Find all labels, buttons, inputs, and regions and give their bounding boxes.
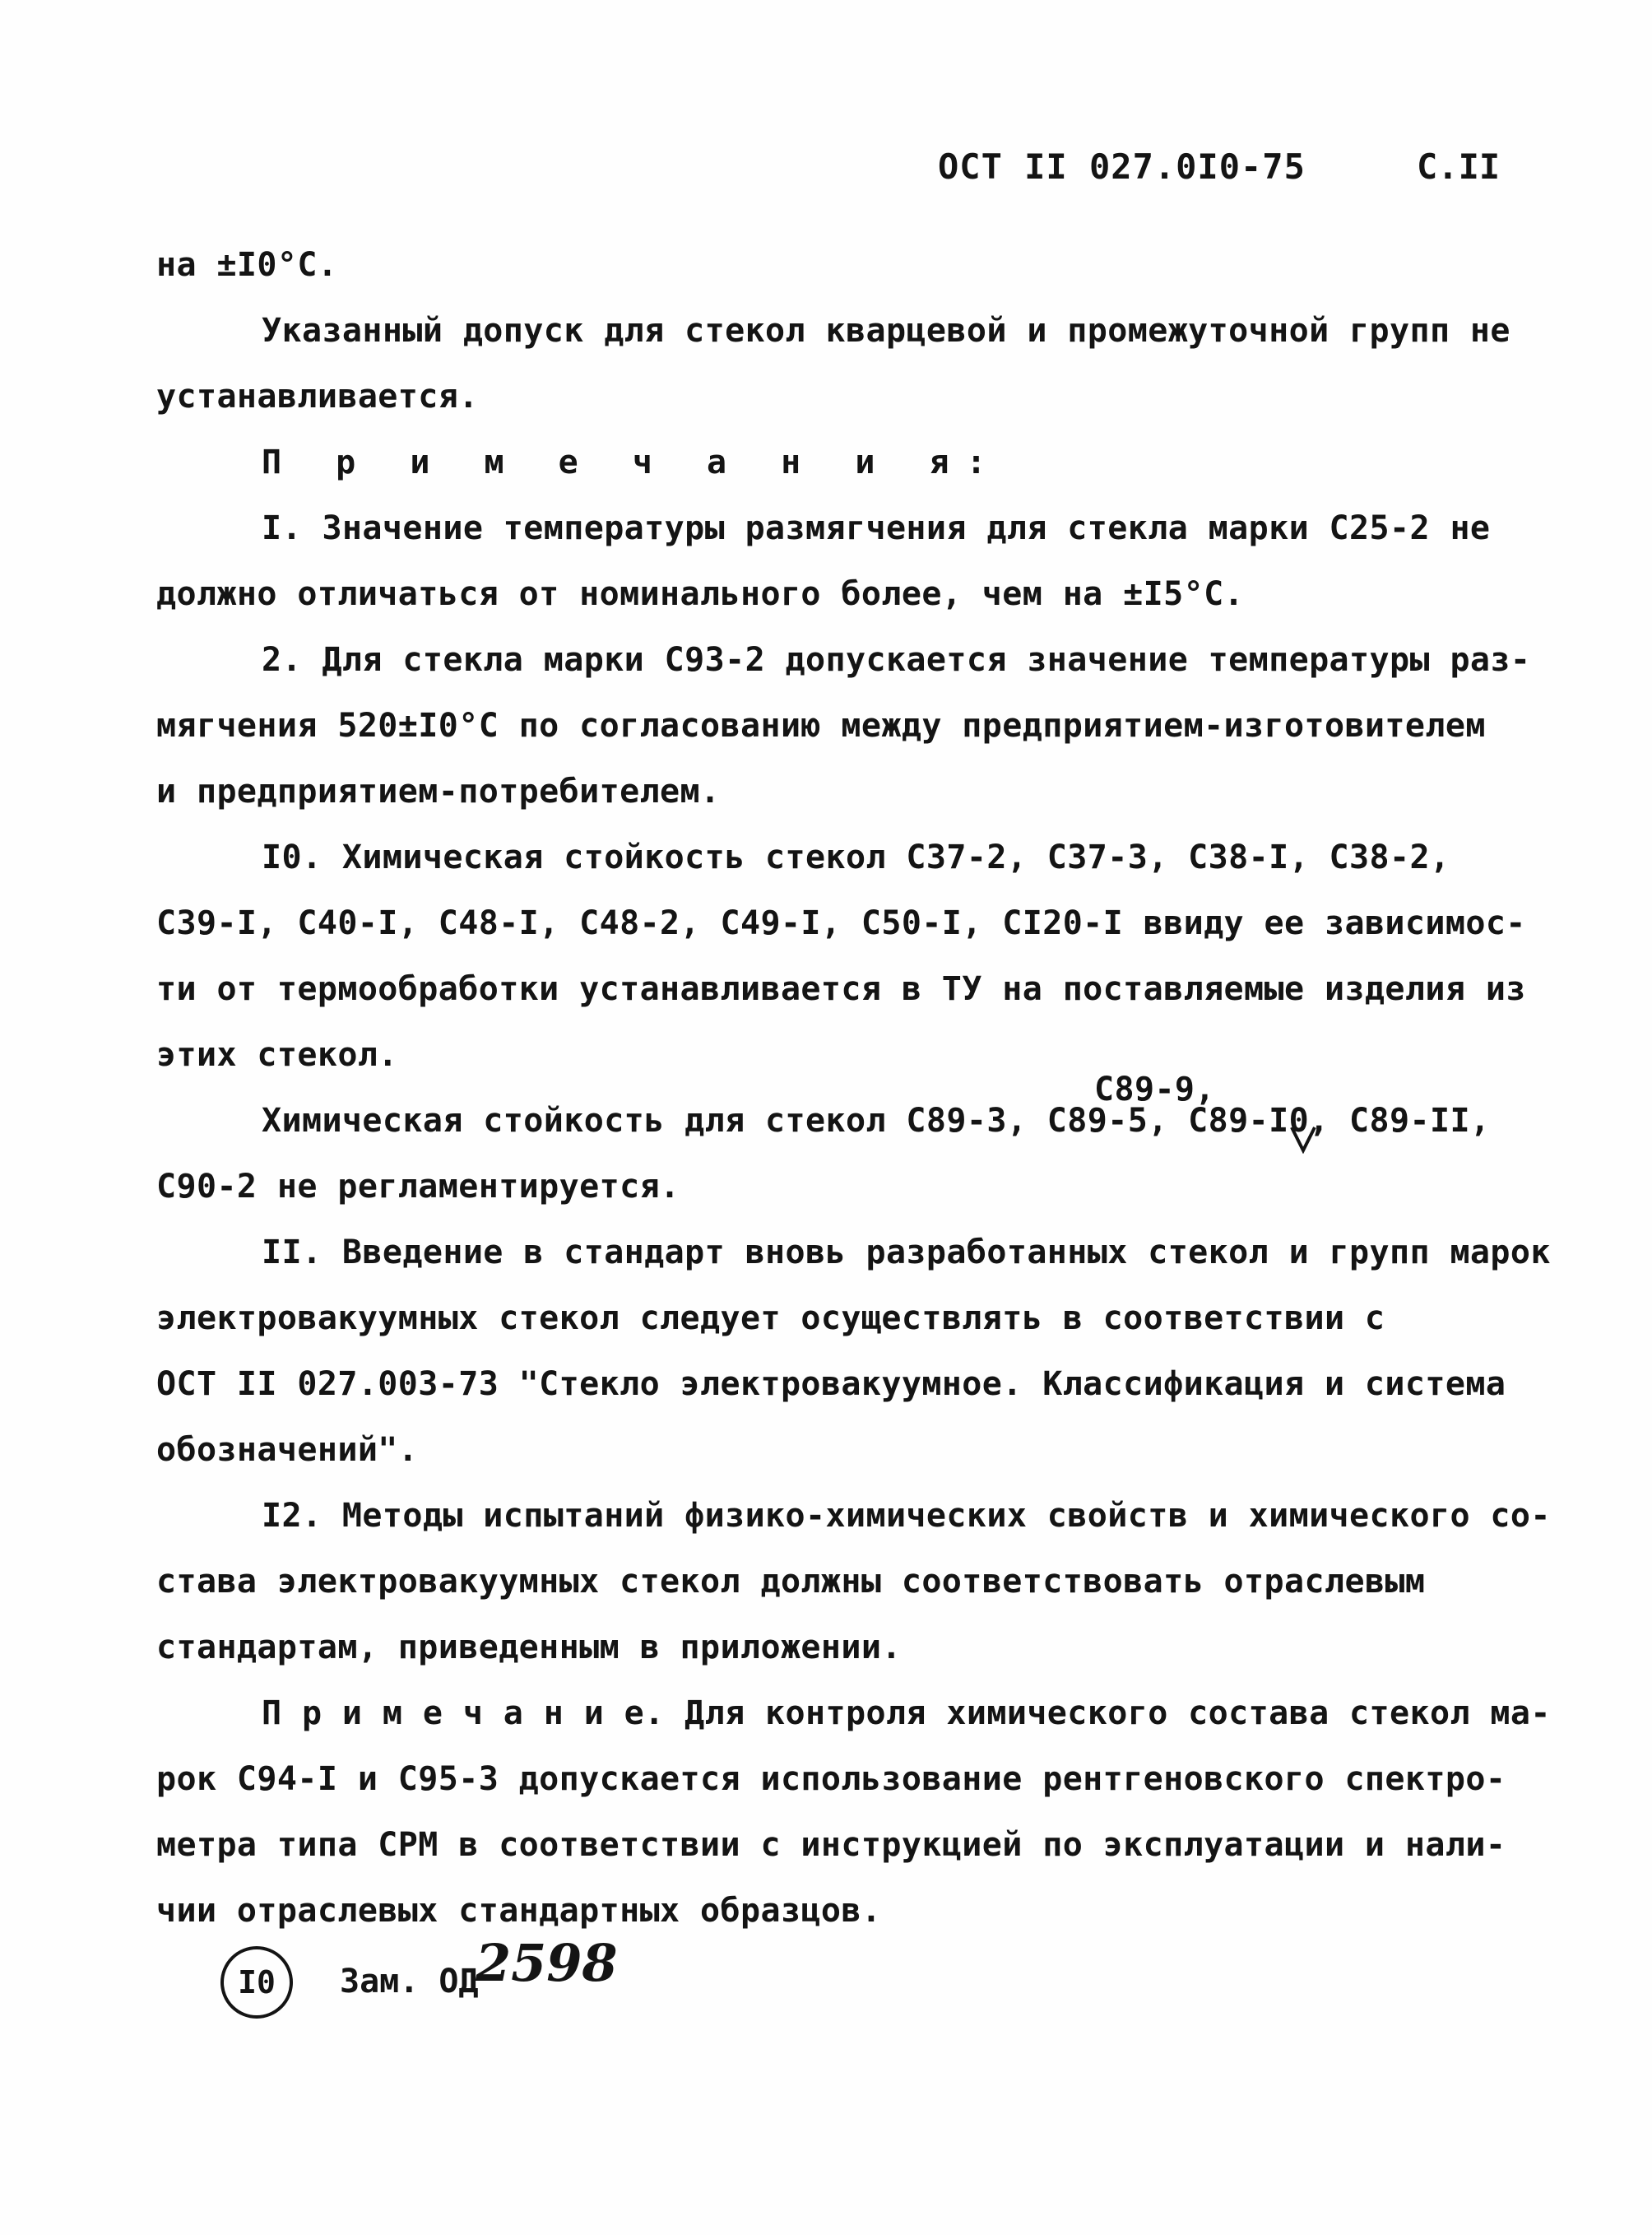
text-line-with-insertion	[156, 1071, 1538, 1154]
text-line: устанавливается.	[156, 378, 479, 416]
body-text	[156, 232, 1551, 1944]
text-line: метра типа СРМ в соответствии с инструкцией по эксплуатации и нали-	[156, 1826, 1506, 1864]
insertion-caret-icon	[1290, 1126, 1316, 1154]
text-line: этих стекол.	[156, 1036, 398, 1074]
clause-12: I2. Методы испытаний физико-химических свойств и химического со-	[262, 1497, 1551, 1535]
text-line: мягчения 520±I0°С по согласованию между предприятием-изготовителем	[156, 707, 1486, 745]
handwritten-number: 2598	[476, 1933, 618, 1993]
text-line: Химическая стойкость для стекол С89-3, С89-5, С89-I0, С89-II,	[262, 1102, 1491, 1140]
text-line: става электровакуумных стекол должны соответствовать отраслевым	[156, 1563, 1426, 1601]
clause-11: II. Введение в стандарт вновь разработанных стекол и групп марок	[262, 1234, 1551, 1271]
change-label: Зам. ОД	[340, 1963, 479, 2000]
text-line: и предприятием-потребителем.	[156, 773, 721, 811]
page-number: С.II	[1417, 146, 1501, 187]
note-item: I. Значение температуры размягчения для стекла марки С25-2 не	[262, 509, 1491, 547]
text-line: на ±I0°С.	[156, 246, 338, 284]
handwritten-insertion: С89-9,	[1094, 1071, 1215, 1108]
text-line: обозначений".	[156, 1431, 419, 1469]
document-number: ОСТ II 027.0I0-75	[938, 146, 1306, 187]
text-line: ти от термообработки устанавливается в ТУ на поставляемые изделия из	[156, 970, 1526, 1008]
change-number-circle: I0	[220, 1946, 293, 2019]
clause-10: I0. Химическая стойкость стекол С37-2, С37-3, С38-I, С38-2,	[262, 839, 1450, 876]
text-line: рок С94-I и С95-3 допускается использование рентгеновского спектро-	[156, 1760, 1506, 1798]
text-line: ОСТ II 027.003-73 "Стекло электровакуумное. Классификация и система	[156, 1365, 1506, 1403]
text-line: Указанный допуск для стекол кварцевой и промежуточной групп не	[262, 312, 1510, 350]
text-line: должно отличаться от номинального более, чем на ±I5°С.	[156, 575, 1245, 613]
text-line: С90-2 не регламентируется.	[156, 1168, 680, 1206]
text-line: чии отраслевых стандартных образцов.	[156, 1892, 882, 1930]
note-item: 2. Для стекла марки С93-2 допускается значение температуры раз-	[262, 641, 1531, 679]
text-line: С39-I, С40-I, С48-I, С48-2, С49-I, С50-I, СI20-I ввиду ее зависимос-	[156, 904, 1526, 942]
text-line: электровакуумных стекол следует осуществлять в соответствии с	[156, 1299, 1385, 1337]
text-line: стандартам, приведенным в приложении.	[156, 1629, 902, 1666]
note-heading: П р и м е ч а н и е. Для контроля химического состава стекол ма-	[262, 1694, 1551, 1732]
notes-heading: П р и м е ч а н и я:	[262, 444, 1004, 481]
